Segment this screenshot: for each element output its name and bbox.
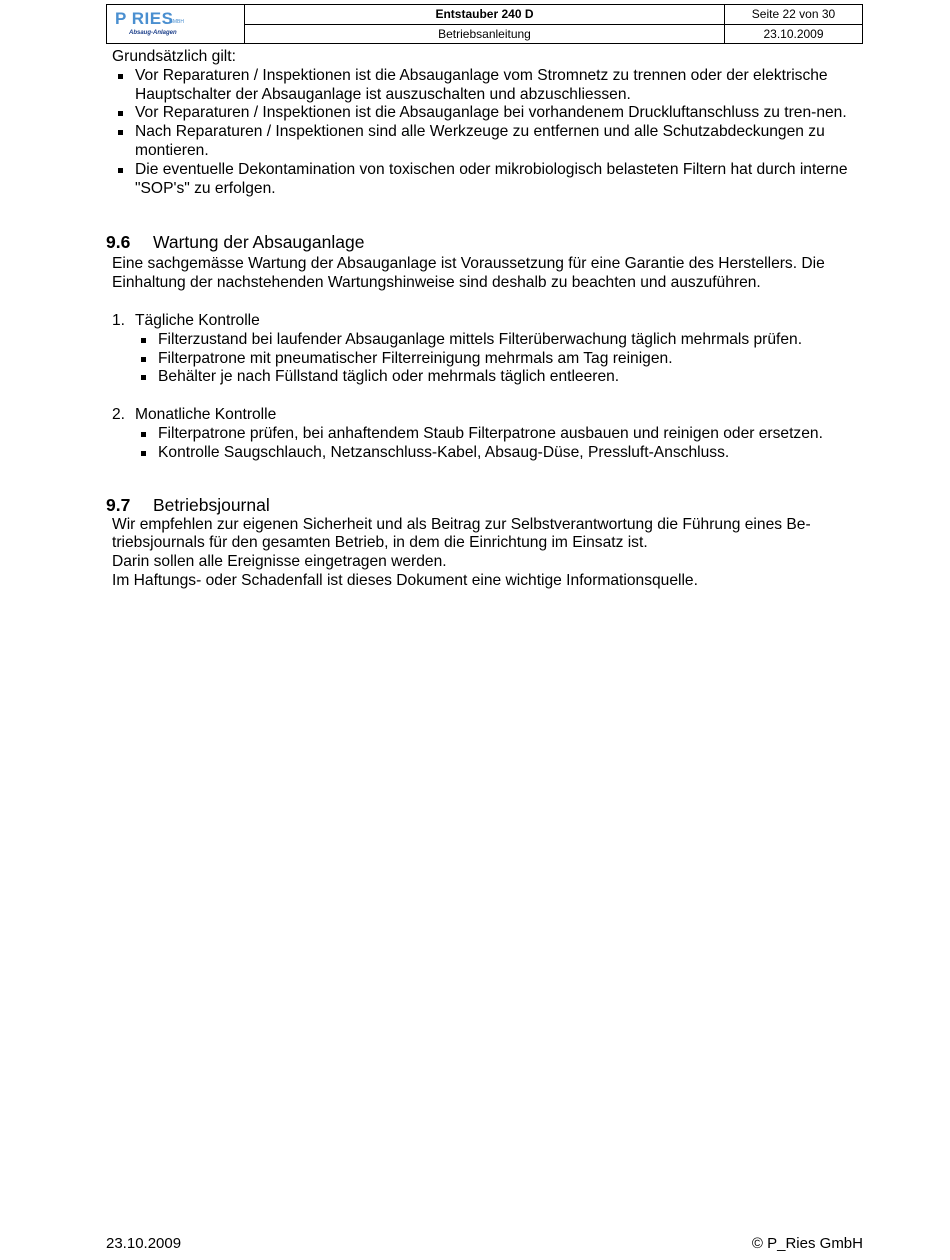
list-item [112,312,866,387]
header-date: 23.10.2009 [763,26,824,41]
intro-lead: Grundsätzlich gilt: [112,48,236,65]
document-title: Entstauber 240 D [245,5,724,25]
section-9-7-line: Wir empfehlen zur eigenen Sicherheit und als Beitrag zur Selbstverantwortung die Führung eines Be-triebsjournals für den gesamten Betrieb, in dem die Einrichtung im Einsatz ist. [112,515,811,552]
list-item: Vor Reparaturen / Inspektionen ist die Absauganlage bei vorhandenem Druckluftanschluss zu tren-nen. [112,104,866,123]
item-title: Monatliche Kontrolle [135,406,277,424]
list-item: Behälter je nach Füllstand täglich oder mehrmals täglich entleeren. [135,368,866,387]
section-9-7-line: Im Haftungs- oder Schadenfall ist dieses Dokument eine wichtige Informationsquelle. [112,571,698,589]
list-item: Nach Reparaturen / Inspektionen sind alle Werkzeuge zu entfernen und alle Schutzabdeckungen zu montieren. [112,123,866,161]
section-title: Betriebsjournal [153,494,270,515]
list-item: Kontrolle Saugschlauch, Netzanschluss-Kabel, Absaug-Düse, Pressluft-Anschluss. [135,444,866,463]
list-item: Filterpatrone prüfen, bei anhaftendem Staub Filterpatrone ausbauen und reinigen oder ersetzen. [135,425,866,444]
company-logo [107,5,245,43]
header-meta-block [725,5,862,43]
header-title-block [245,5,725,43]
footer-date: 23.10.2009 [106,1235,182,1252]
section-title: Wartung der Absauganlage [153,232,365,253]
monthly-check-list [112,425,866,463]
section-9-7-line: Darin sollen alle Ereignisse eingetragen werden. [112,553,447,571]
section-heading-9-6 [106,232,866,252]
item-title: Tägliche Kontrolle [135,311,260,329]
list-item: Vor Reparaturen / Inspektionen ist die Absauganlage vom Stromnetz zu trennen oder der elektrische Hauptschalter der Absauganlage ist auszuschalten und abzuschliessen. [112,67,866,105]
logo-suffix: GMBH [169,19,184,25]
daily-check-list [112,331,866,387]
list-item: Filterpatrone mit pneumatischer Filterreinigung mehrmals am Tag reinigen. [135,350,866,369]
logo-text: P RIES [115,9,174,28]
item-number: 2. [112,406,126,424]
page-content [106,48,866,591]
list-item [112,406,866,462]
logo-tagline: Absaug-Anlagen [129,30,177,36]
item-number: 1. [112,311,126,329]
section-heading-9-7 [106,495,866,515]
footer-copyright: © P_Ries GmbH [751,1235,863,1252]
document-subtitle: Betriebsanleitung [438,26,531,41]
section-number: 9.6 [106,232,131,253]
list-item: Filterzustand bei laufender Absauganlage mittels Filterüberwachung täglich mehrmals prüfen. [135,331,866,350]
page-number: Seite 22 von 30 [725,5,862,25]
section-number: 9.7 [106,494,131,515]
list-item: Die eventuelle Dekontamination von toxischen oder mikrobiologisch belasteten Filtern hat durch interne "SOP's" zu erfolgen. [112,161,866,199]
section-9-6-text: Eine sachgemässe Wartung der Absauganlage ist Voraussetzung für eine Garantie des Herstellers. Die Einhaltung der nachstehenden Wartungshinweise sind deshalb zu beachten und auszuführen. [112,255,825,292]
intro-bullet-list [106,67,866,199]
page-header [106,4,863,44]
maintenance-list [106,312,866,463]
